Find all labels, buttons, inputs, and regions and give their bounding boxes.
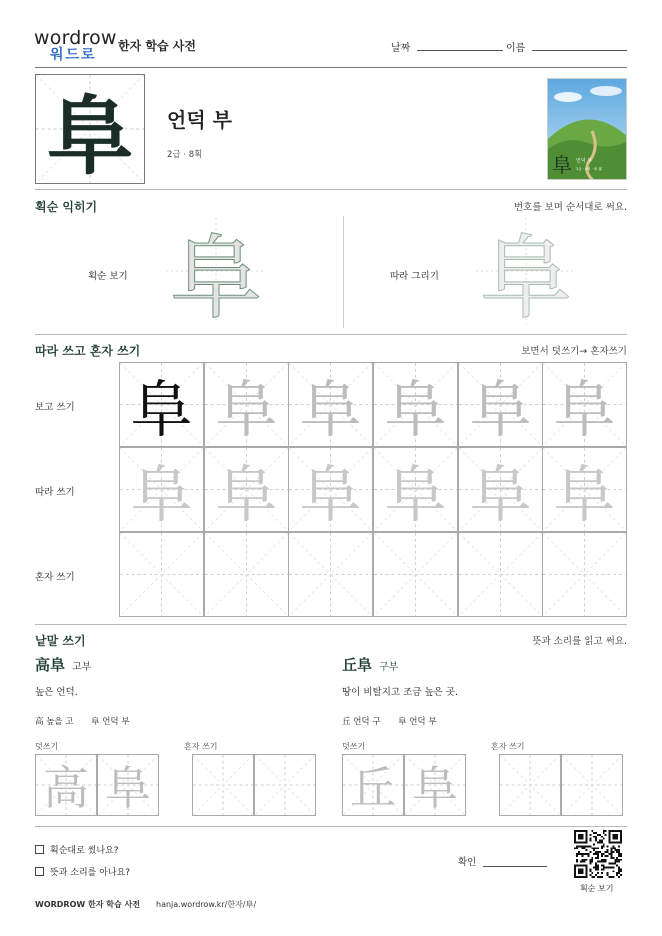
word-1-trace-cell-1[interactable] — [35, 754, 97, 816]
word-1-definition: 높은 언덕. — [35, 687, 78, 698]
stroke-order-character: 阜 — [169, 225, 262, 332]
stroke-section-title: 획순 익히기 — [35, 200, 98, 214]
qr-code[interactable] — [574, 830, 622, 878]
word-2-trace-cell-1[interactable] — [342, 754, 404, 816]
practice-cell-r3-c5[interactable] — [458, 532, 543, 617]
hero-grade-strokes: 2급 · 8획 — [167, 150, 203, 160]
practice-row-label-3: 혼자 쓰기 — [35, 572, 75, 583]
practice-cell-r1-c3-glyph: 阜 — [299, 373, 362, 446]
word-2-free-cell-1[interactable] — [499, 754, 561, 816]
stroke-section-divider — [343, 216, 344, 328]
hero-meaning-sound: 언덕 부 — [167, 108, 232, 132]
logo-korean: 워드로 — [50, 47, 97, 63]
practice-cell-r1-c6-glyph: 阜 — [553, 373, 616, 446]
stroke-trace-label: 따라 그리기 — [390, 271, 439, 282]
word-1-char1-gloss: 높을 고 — [46, 717, 74, 727]
checkbox-2[interactable] — [35, 867, 44, 876]
name-field[interactable] — [532, 50, 627, 51]
practice-cell-r2-c6[interactable] — [542, 447, 627, 532]
word-2-reading: 구부 — [379, 662, 399, 673]
practice-section-title: 따라 쓰고 혼자 쓰기 — [35, 344, 141, 358]
words-divider — [35, 826, 627, 827]
checkbox-1[interactable] — [35, 845, 44, 854]
stroke-section-instruction: 번호를 보며 순서대로 써요. — [513, 202, 627, 213]
word-1-char1-glyph: 高 — [35, 717, 44, 727]
word-2-char1-glyph: 丘 — [342, 717, 351, 727]
word-2-trace-cell-2-glyph: 阜 — [412, 761, 458, 815]
footer-url[interactable]: hanja.wordrow.kr/한자/阜/ — [156, 900, 257, 909]
practice-cell-r1-c3[interactable] — [288, 362, 373, 447]
practice-cell-r1-c4-glyph: 阜 — [384, 373, 447, 446]
words-section-title: 낱말 쓰기 — [35, 634, 86, 648]
practice-cell-r2-c5[interactable] — [458, 447, 543, 532]
practice-cell-r2-c2-glyph: 阜 — [215, 458, 278, 531]
word-1-char2-glyph: 阜 — [91, 717, 100, 727]
logo-wordmark: wordrow — [34, 27, 117, 49]
word-2-char2 — [398, 715, 437, 727]
hero-divider — [35, 189, 627, 190]
stroke-view-box — [166, 218, 266, 332]
practice-cell-r3-c4[interactable] — [373, 532, 458, 617]
practice-cell-r1-c1 — [119, 362, 204, 447]
word-2-trace-cell-2[interactable] — [404, 754, 466, 816]
stroke-trace-character: 阜 — [479, 225, 572, 332]
word-1-trace-cell-1-glyph: 高 — [43, 761, 89, 815]
word-2-free-label: 혼자 쓰기 — [491, 742, 525, 751]
practice-cell-r3-c6[interactable] — [542, 532, 627, 617]
word-1-free-cell-1[interactable] — [192, 754, 254, 816]
word-1-trace-cell-2-glyph: 阜 — [105, 761, 151, 815]
word-1-hanja: 高阜 — [35, 656, 66, 674]
word-1-free-cell-2[interactable] — [254, 754, 316, 816]
practice-cell-r2-c3-glyph: 阜 — [299, 458, 362, 531]
word-1-char1 — [35, 715, 74, 727]
practice-cell-r2-c2[interactable] — [204, 447, 289, 532]
checklist-item-2[interactable] — [35, 865, 130, 878]
word-1-trace-label: 덧쓰기 — [35, 742, 59, 751]
practice-row-label-1: 보고 쓰기 — [35, 402, 75, 413]
practice-cell-r2-c1-glyph: 阜 — [130, 458, 193, 531]
practice-cell-r1-c5[interactable] — [458, 362, 543, 447]
practice-cell-r1-c4[interactable] — [373, 362, 458, 447]
word-2-hanja: 丘阜 — [342, 656, 373, 674]
practice-cell-r2-c4-glyph: 阜 — [384, 458, 447, 531]
logo — [34, 27, 117, 64]
word-1-trace-cell-2[interactable] — [97, 754, 159, 816]
header-title: 한자 학습 사전 — [118, 39, 196, 53]
word-2-definition: 땅이 비탈지고 조금 높은 곳. — [342, 687, 459, 698]
thumb-meaning: 언덕 부 — [576, 158, 593, 164]
practice-section-instruction: 보면서 덧쓰기→ 혼자쓰기 — [521, 346, 627, 357]
word-1-char2-gloss: 언덕 부 — [102, 717, 130, 727]
word-2-char1-gloss: 언덕 구 — [353, 717, 381, 727]
hero-character: 阜 — [47, 86, 133, 187]
footer-brand: WORDROW 한자 학습 사전 — [35, 900, 140, 909]
hill-illustration — [547, 78, 627, 180]
stroke-trace-box[interactable] — [476, 218, 576, 332]
hero-character-box — [35, 74, 145, 187]
date-field[interactable] — [417, 50, 503, 51]
word-2-char1 — [342, 715, 381, 727]
practice-cell-r1-c2-glyph: 阜 — [215, 373, 278, 446]
word-2-trace-label: 덧쓰기 — [342, 742, 366, 751]
stroke-view-label: 획순 보기 — [88, 271, 128, 282]
thumb-sub: 2급 · 8획 · 阜 部 — [576, 167, 603, 171]
practice-cell-r3-c2[interactable] — [204, 532, 289, 617]
checklist-item-1-label: 획순대로 썼나요? — [50, 846, 119, 856]
practice-cell-r3-c1[interactable] — [119, 532, 204, 617]
practice-cell-r1-c6[interactable] — [542, 362, 627, 447]
date-label: 날짜 — [391, 43, 411, 54]
checklist-item-1[interactable] — [35, 843, 119, 856]
practice-row-label-2: 따라 쓰기 — [35, 487, 75, 498]
practice-cell-r1-c5-glyph: 阜 — [469, 373, 532, 446]
confirm-label: 확인 — [458, 857, 477, 868]
word-1-char2 — [91, 715, 130, 727]
practice-cell-r1-c2[interactable] — [204, 362, 289, 447]
words-section-instruction: 뜻과 소리를 읽고 써요. — [532, 636, 627, 647]
qr-label: 획순 보기 — [580, 884, 614, 893]
practice-cell-r1-c1-glyph: 阜 — [130, 373, 193, 446]
word-1-reading: 고부 — [72, 662, 92, 673]
word-2-char2-gloss: 언덕 부 — [409, 717, 437, 727]
thumb-character: 阜 — [552, 153, 572, 177]
word-2-trace-cell-1-glyph: 丘 — [350, 761, 396, 815]
word-2-free-cell-2[interactable] — [561, 754, 623, 816]
practice-cell-r2-c1[interactable] — [119, 447, 204, 532]
practice-divider — [35, 624, 627, 625]
word-2-char2-glyph: 阜 — [398, 717, 407, 727]
practice-cell-r2-c5-glyph: 阜 — [469, 458, 532, 531]
name-label: 이름 — [506, 43, 526, 54]
stroke-divider — [35, 334, 627, 335]
confirm-field[interactable] — [483, 866, 547, 867]
checklist-item-2-label: 뜻과 소리를 아나요? — [50, 868, 131, 878]
practice-cell-r2-c4[interactable] — [373, 447, 458, 532]
practice-cell-r3-c3[interactable] — [288, 532, 373, 617]
practice-cell-r2-c3[interactable] — [288, 447, 373, 532]
practice-cell-r2-c6-glyph: 阜 — [553, 458, 616, 531]
word-1-free-label: 혼자 쓰기 — [184, 742, 218, 751]
